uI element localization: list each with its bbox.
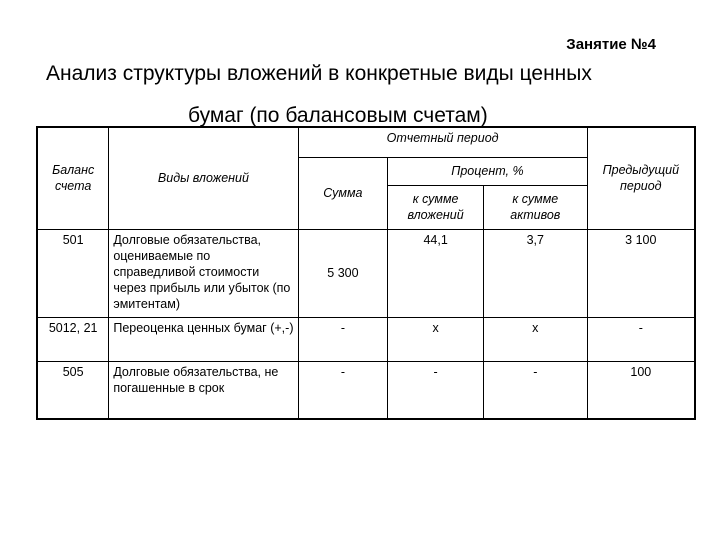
row-investment-type: Долговые обязательства, не погашенные в срок	[109, 361, 298, 419]
row-account: 5012, 21	[37, 317, 109, 361]
page-title-line-1: Анализ структуры вложений в конкретные виды ценных	[46, 62, 592, 85]
header-reporting-period: Отчетный период	[298, 127, 587, 157]
row-amount: -	[298, 361, 388, 419]
row-pct-investments: х	[388, 317, 484, 361]
table-row	[37, 361, 695, 419]
row-pct-investments: 44,1	[388, 229, 484, 317]
row-pct-assets: -	[483, 361, 587, 419]
table-row	[37, 229, 695, 317]
row-previous: -	[587, 317, 695, 361]
table-row	[37, 317, 695, 361]
row-amount: 5 300	[298, 229, 388, 317]
row-previous: 100	[587, 361, 695, 419]
header-previous-period: Предыдущий период	[587, 127, 695, 229]
page-title-line-2: бумаг (по балансовым счетам)	[188, 104, 488, 127]
row-pct-assets: х	[483, 317, 587, 361]
header-investment-types: Виды вложений	[109, 127, 298, 229]
row-account: 505	[37, 361, 109, 419]
investment-structure-table	[36, 126, 696, 420]
row-investment-type: Долговые обязательства, оцениваемые по справедливой стоимости через прибыль или убыток (по эмитентам)	[109, 229, 298, 317]
row-pct-assets: 3,7	[483, 229, 587, 317]
header-percent: Процент, %	[388, 157, 587, 185]
row-previous: 3 100	[587, 229, 695, 317]
row-investment-type: Переоценка ценных бумаг (+,-)	[109, 317, 298, 361]
row-pct-investments: -	[388, 361, 484, 419]
row-amount: -	[298, 317, 388, 361]
header-pct-investments: к сумме вложений	[388, 185, 484, 229]
header-amount: Сумма	[298, 157, 388, 229]
header-account: Баланс счета	[37, 127, 109, 229]
header-pct-assets: к сумме активов	[483, 185, 587, 229]
row-account: 501	[37, 229, 109, 317]
lesson-label: Занятие №4	[566, 36, 656, 53]
